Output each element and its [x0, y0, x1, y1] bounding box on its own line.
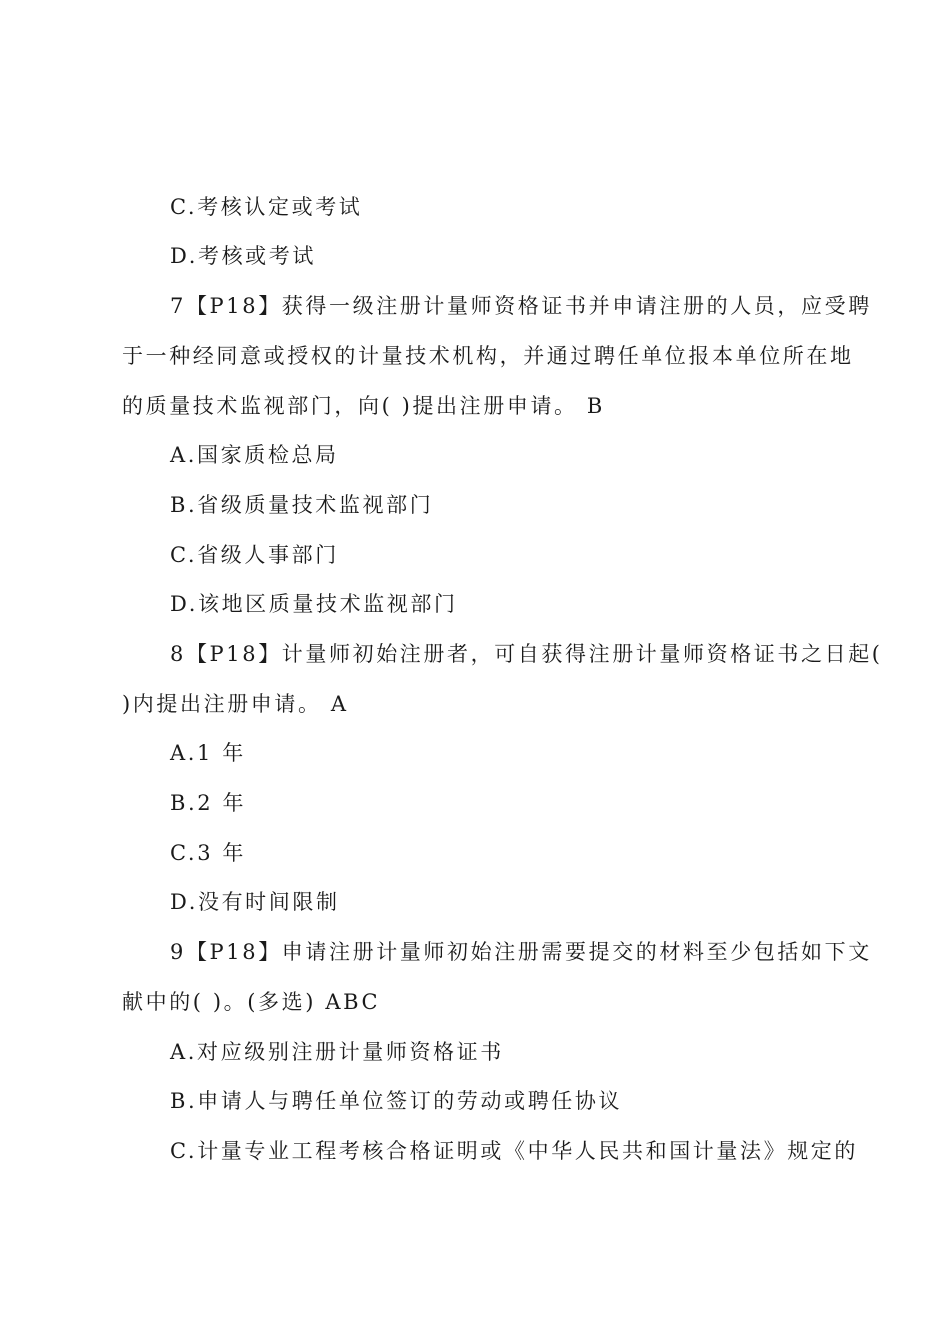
q7-stem-line-3: 的质量技术监视部门，向( )提出注册申请。 B	[122, 394, 605, 418]
q7-option-c: C.省级人事部门	[170, 543, 339, 567]
q9-stem-line-2: 献中的( )。(多选) ABC	[122, 990, 381, 1014]
q7-option-b: B.省级质量技术监视部门	[170, 493, 434, 517]
q7-option-d: D.该地区质量技术监视部门	[170, 592, 458, 616]
q8-option-d: D.没有时间限制	[170, 890, 340, 914]
q7-stem-line-2: 于一种经同意或授权的计量技术机构，并通过聘任单位报本单位所在地	[122, 344, 854, 368]
q6-option-d: D.考核或考试	[170, 244, 316, 268]
q8-stem-line-2: )内提出注册申请。 A	[122, 692, 349, 716]
q6-option-c: C.考核认定或考试	[170, 195, 363, 219]
q9-option-c: C.计量专业工程考核合格证明或《中华人民共和国计量法》规定的	[170, 1139, 858, 1163]
q8-option-a: A.1 年	[170, 741, 246, 765]
q7-stem-line-1: 7【P18】获得一级注册计量师资格证书并申请注册的人员，应受聘	[170, 294, 872, 318]
q8-stem-line-1: 8【P18】计量师初始注册者，可自获得注册计量师资格证书之日起(	[170, 642, 883, 666]
q9-stem-line-1: 9【P18】申请注册计量师初始注册需要提交的材料至少包括如下文	[170, 940, 872, 964]
q9-option-a: A.对应级别注册计量师资格证书	[170, 1040, 504, 1064]
q8-option-c: C.3 年	[170, 841, 247, 865]
q7-option-a: A.国家质检总局	[170, 443, 339, 467]
q8-option-b: B.2 年	[170, 791, 247, 815]
q9-option-b: B.申请人与聘任单位签订的劳动或聘任协议	[170, 1089, 623, 1113]
